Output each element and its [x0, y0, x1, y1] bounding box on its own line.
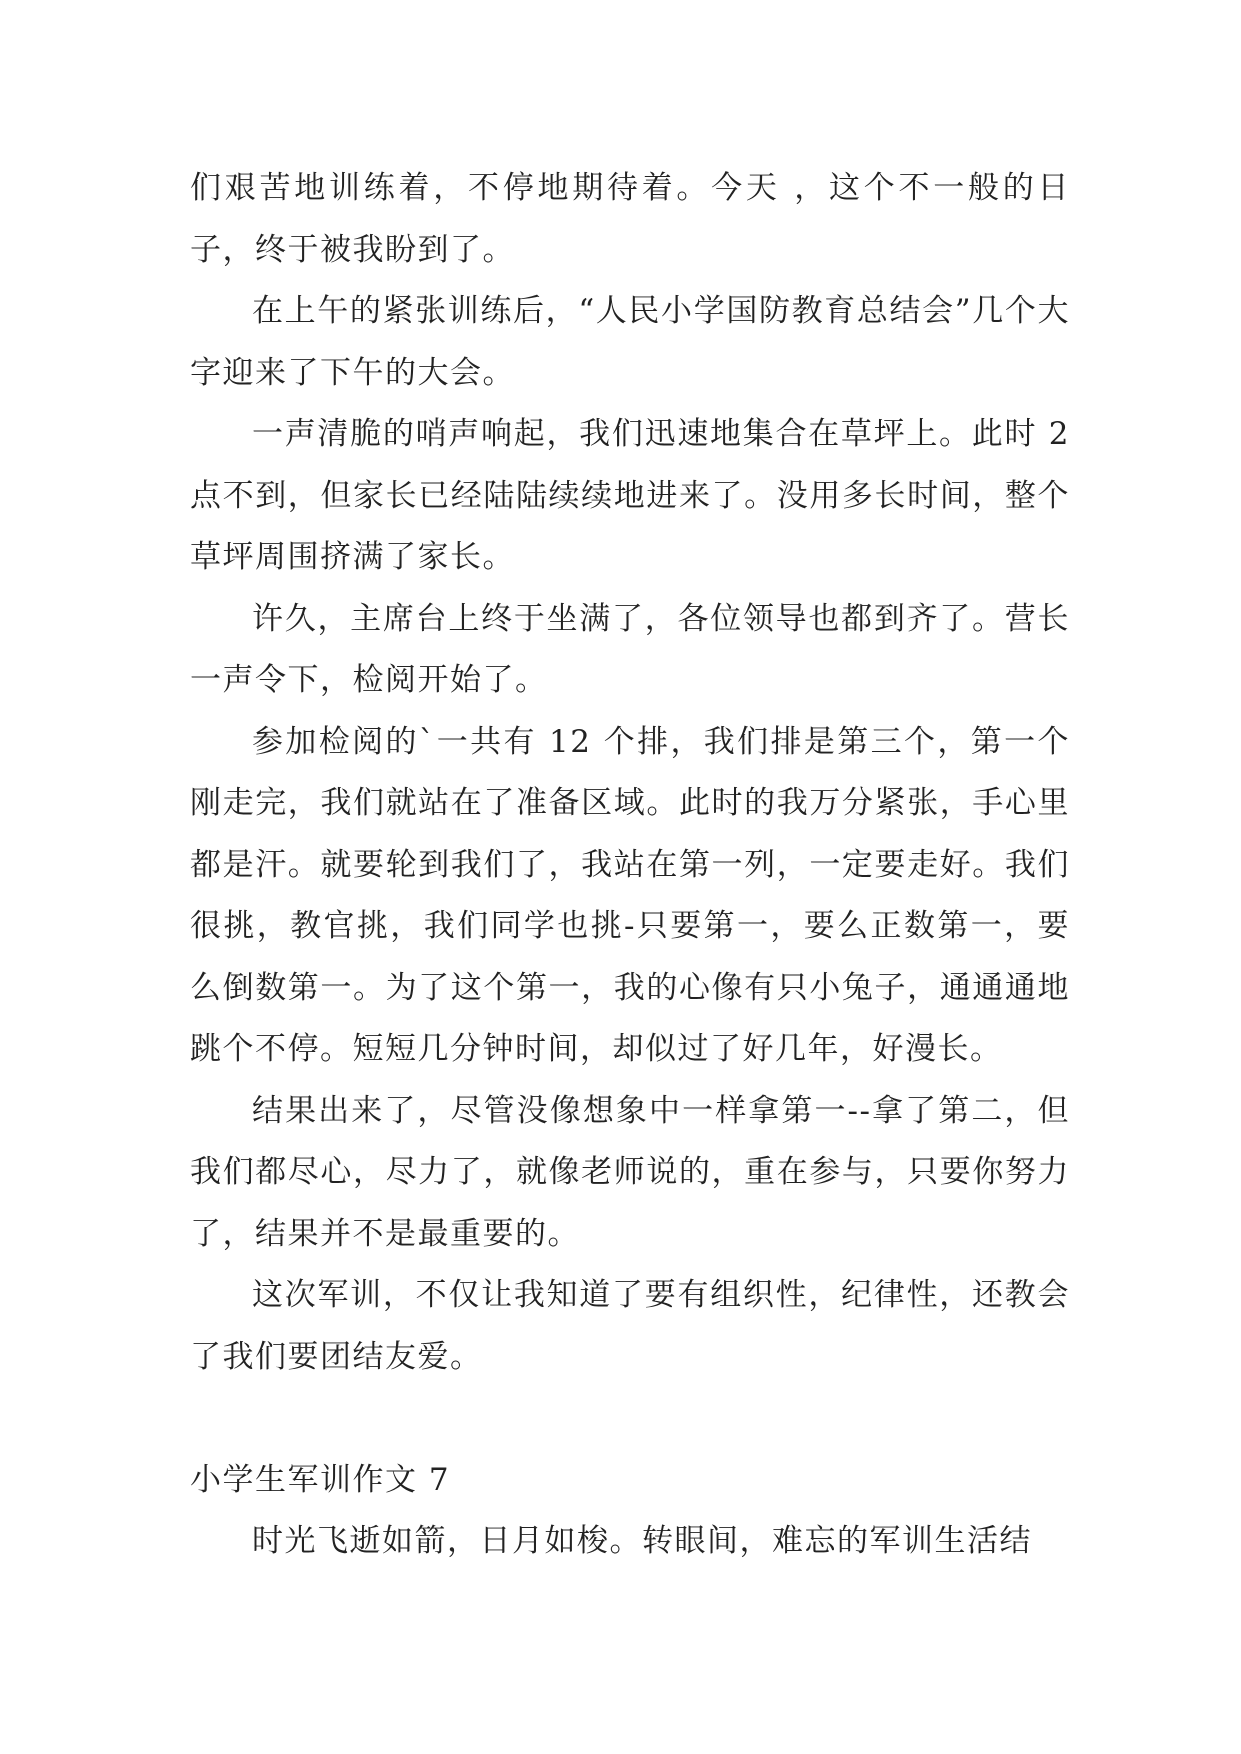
essay-heading: 小学生军训作文 7 [190, 1461, 451, 1498]
paragraph-review: 参加检阅的`一共有 12 个排，我们排是第三个，第一个刚走完，我们就站在了准备区域。此时的我万分紧张，手心里都是汗。就要轮到我们了，我站在第一列，一定要走好。我们很挑，教官挑，我们同学也挑-只要第一，要么正数第一，要么倒数第一。为了这个第一，我的心像有只小兔子，通通通地跳个不停。短短几分钟时间，却似过了好几年，好漫长。 [190, 723, 1070, 1067]
essay-body [190, 158, 1070, 1573]
paragraph-review-start: 许久，主席台上终于坐满了，各位领导也都到齐了。营长一声令下，检阅开始了。 [190, 600, 1070, 698]
paragraph-assembly: 一声清脆的哨声响起，我们迅速地集合在草坪上。此时 2 点不到，但家长已经陆陆续续地进来了。没用多长时间，整个草坪周围挤满了家长。 [190, 416, 1070, 575]
paragraph-continuation: 们艰苦地训练着，不停地期待着。今天 ，这个不一般的日子，终于被我盼到了。 [190, 170, 1070, 268]
paragraph-result: 结果出来了，尽管没像想象中一样拿第一--拿了第二，但我们都尽心，尽力了，就像老师说的，重在参与，只要你努力了，结果并不是最重要的。 [190, 1092, 1070, 1252]
paragraph-training: 在上午的紧张训练后，“人民小学国防教育总结会”几个大字迎来了下午的大会。 [190, 293, 1070, 391]
paragraph-conclusion: 这次军训，不仅让我知道了要有组织性，纪律性，还教会了我们要团结友爱。 [190, 1277, 1070, 1375]
paragraph-next-essay: 时光飞逝如箭，日月如梭。转眼间，难忘的军训生活结 [252, 1523, 1032, 1559]
